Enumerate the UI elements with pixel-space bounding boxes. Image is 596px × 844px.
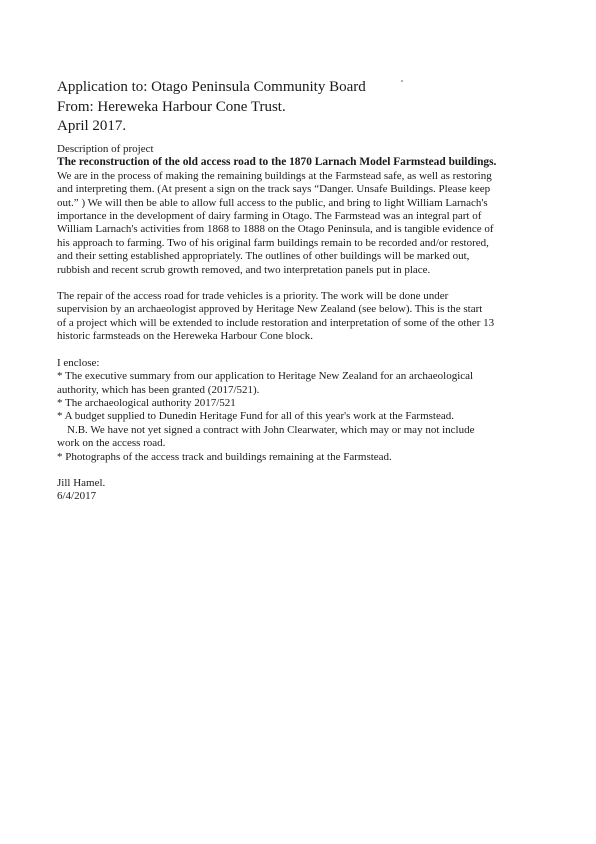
enclosure-item: * The executive summary from our application to Heritage New Zealand for an archaeological bbox=[57, 370, 474, 383]
repair-line: historic farmsteads on the Hereweka Harbour Cone block. bbox=[57, 330, 313, 343]
repair-line: of a project which will be extended to include restoration and interpretation of some of the other 13 bbox=[57, 316, 495, 329]
enclosure-item: * A budget supplied to Dunedin Heritage Fund for all of this year's work at the Farmstead. bbox=[57, 410, 454, 423]
description-paragraph bbox=[57, 170, 557, 277]
letter-header bbox=[57, 78, 557, 137]
description-line: rubbish and recent scrub growth removed, and two interpretation panels put in place. bbox=[57, 263, 431, 276]
description-line: We are in the process of making the remaining buildings at the Farmstead safe, as well as restoring bbox=[57, 169, 492, 182]
signature-name: Jill Hamel. bbox=[57, 476, 106, 489]
description-line: and their setting established appropriately. The outlines of other buildings will be marked out, bbox=[57, 250, 470, 263]
repair-line: The repair of the access road for trade vehicles is a priority. The work will be done under bbox=[57, 290, 449, 303]
description-line: importance in the development of dairy farming in Otago. The Farmstead was an integral part of bbox=[57, 210, 482, 223]
application-from: From: Hereweka Harbour Cone Trust. bbox=[57, 98, 286, 115]
description-line: and interpreting them. (At present a sign on the track says “Danger. Unsafe Buildings. Please keep bbox=[57, 183, 491, 196]
enclosures-section bbox=[57, 357, 557, 464]
enclosure-item: authority, which has been granted (2017/521). bbox=[57, 383, 260, 396]
enclosure-note: work on the access road. bbox=[57, 437, 166, 450]
project-title: The reconstruction of the old access road to the 1870 Larnach Model Farmstead buildings. bbox=[57, 156, 497, 169]
signature-block bbox=[57, 477, 557, 504]
enclosure-item: * Photographs of the access track and buildings remaining at the Farmstead. bbox=[57, 450, 392, 463]
scan-speck bbox=[401, 80, 403, 82]
description-heading: Description of project bbox=[57, 143, 154, 155]
enclosure-note: N.B. We have not yet signed a contract with John Clearwater, which may or may not include bbox=[67, 423, 475, 436]
repair-paragraph bbox=[57, 290, 557, 344]
description-line: his approach to farming. Two of his original farm buildings remain to be recorded and/or restored, bbox=[57, 236, 489, 249]
letter-body bbox=[57, 143, 557, 504]
application-to: Application to: Otago Peninsula Community Board bbox=[57, 79, 366, 95]
repair-line: supervision by an archaeologist approved by Heritage New Zealand (see below). This is the start bbox=[57, 303, 483, 316]
enclosures-heading: I enclose: bbox=[57, 356, 100, 369]
description-line: out.” ) We will then be able to allow full access to the public, and bring to light William Larnach's bbox=[57, 196, 488, 209]
enclosure-item: * The archaeological authority 2017/521 bbox=[57, 396, 236, 409]
description-line: William Larnach's activities from 1868 to 1888 on the Otago Peninsula, and is tangible evidence of bbox=[57, 223, 494, 236]
signature-date: 6/4/2017 bbox=[57, 490, 97, 503]
application-date: April 2017. bbox=[57, 118, 127, 134]
